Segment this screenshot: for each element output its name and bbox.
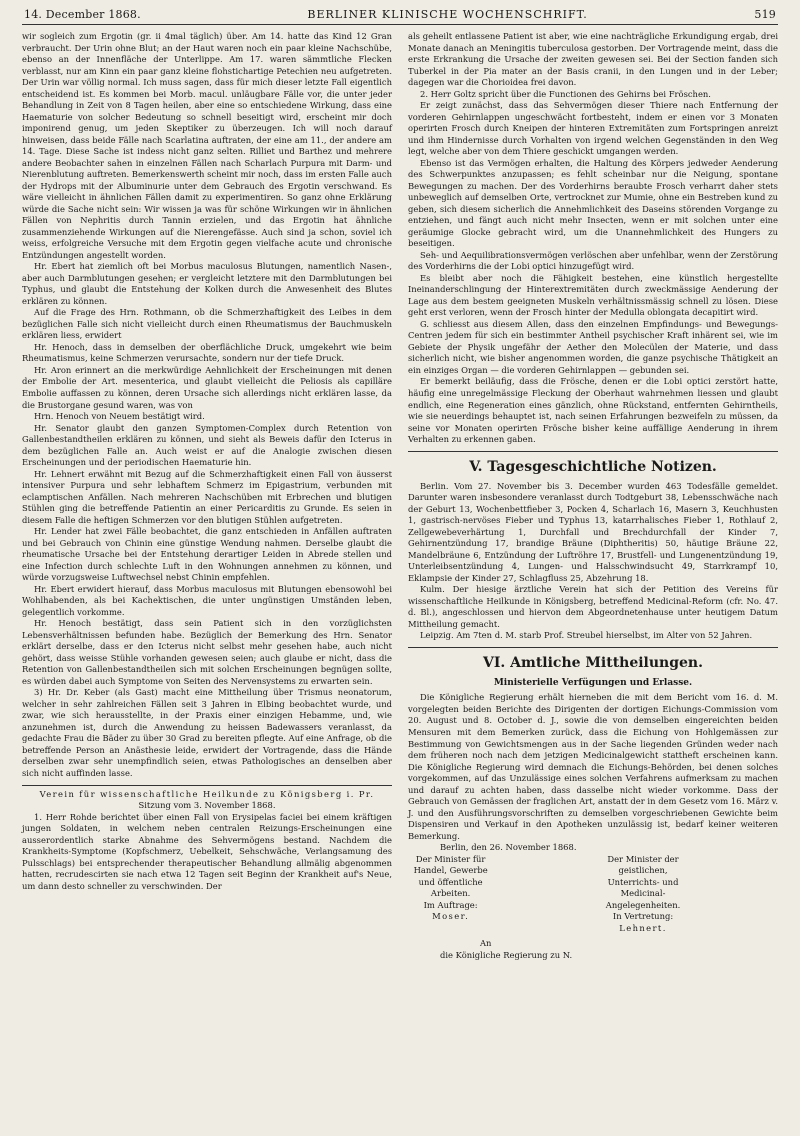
paragraph: als geheilt entlassene Patient ist aber, wie eine nachträgliche Erkundigung ergab, drei Monate danach an Meningitis tuberculosa gestorben. Der Vortragende meint, dass die erste Erkrankung die Ursache der zweiten gewesen sei. Bei der Section fanden sich Tuberkel in der Pia mater an der Basis cranii, in den Lungen und in der Leber; dagegen war die Chorioidea frei davon. <box>408 31 778 88</box>
page-number: 519 <box>754 8 776 21</box>
issue-date: 14. December 1868. <box>24 8 141 21</box>
paragraph: Hr. Lehnert erwähnt mit Bezug auf die Schmerzhaftigkeit einen Fall von äusserst intensiver Purpura und sehr lebhaftem Schmerz im Epigastrium, verbunden mit eclamptischen Anfällen. Nach mehreren Nachschüben mit Erbrechen und blutigen Stühlen ging die betreffende Patientin an einer Pericarditis zu Grunde. Es seien in diesem Falle die heftigen Schmerzen vor den blutigen Stühlen aufgetreten. <box>22 468 392 525</box>
signature-left: Der Minister für Handel, Gewerbe und öffentliche Arbeiten. Im Auftrage: Moser. <box>413 853 488 922</box>
paragraph: Es bleibt aber noch die Fähigkeit bestehen, eine künstlich hergestellte Ineinanderschlingung der Hinterextremitäten durch zweckmässige Aenderung der Lage aus dem bestem geeigneten Muskeln verhältnissmässig schnell zu lösen. Diese geht erst verloren, wenn der Frosch hinter der Medulla oblongata decapitirt wird. <box>408 272 778 318</box>
paragraph: Hr. Aron erinnert an die merkwürdige Aehnlichkeit der Erscheinungen mit denen der Embolie der Art. mesenterica, und glaubt vielleicht die Peliosis als capilläre Embolie auffassen zu können, deren Ursache sich allerdings nicht erklären lasse, da die Brustorgane gesund waren, was von <box>22 364 392 410</box>
paragraph: 3) Hr. Dr. Keber (als Gast) macht eine Mittheilung über Trismus neonatorum, welcher in sehr zahlreichen Fällen seit 3 Jahren in Elbing beobachtet wurde, und zwar, wie sich herausstellte, in der Praxis einer einzigen Hebamme, und, wie anzunehmen ist, durch die Anwendung zu heissen Badewassers veranlasst, da gedachte Frau die Bäder zu über 30 Grad zu bereiten pflegte. Auf eine Anfrage, ob die betreffende Person an Anästhesie leide, erwidert der Vortragende, dass die Hände derselben zwar sehr unempfindlich seien, etwas Pathologisches an denselben aber sich nicht auffinden lasse. <box>22 687 392 778</box>
paragraph: Ebenso ist das Vermögen erhalten, die Haltung des Körpers jedweder Aenderung des Schwerpunktes anzupassen; es fehlt scheinbar nur die Neigung, spontane Bewegungen zu machen. Der des Vorderhirns beraubte Frosch verharrt daher stets unbeweglich auf demselben Orte, vertrocknet zur Mumie, ohne ein Bestreben kund zu geben, sich diesem sicherlich die Annehmlichkeit des Daseins störenden Vorgange zu entziehen, und fängt auch nicht mehr Insecten, wenn er mit solchen unter eine geräumige Glocke gebracht wird, um die Unannehmlichkeit des Hungers zu beseitigen. <box>408 157 778 249</box>
paragraph: G. schliesst aus diesem Allen, dass den einzelnen Empfindungs- und Bewegungs-Centren jedem für sich ein bestimmter Antheil psychischer Kraft inhärent sei, wie im Gebiete der Physik ungefähr der Aether den Molecülen der Materie, und dass sicherlich nicht, wie bisher angenommen worden, die ganze psychische Thätigkeit an ein einziges Organ — die vorderen Gehirnlappen — gebunden sei. <box>408 318 778 375</box>
paragraph: Hrn. Henoch von Neuem bestätigt wird. <box>34 411 205 422</box>
paragraph: Er bemerkt beiläufig, dass die Frösche, denen er die Lobi optici zerstört hatte, häufig eine unregelmässige Fleckung der Oberhaut wahrnehmen liessen und glaubt endlich, eine Regeneration eines gänzlich, ohne Rückstand, entfernten Gehirntheils, wie sie neuerdings behauptet ist, nach seinen Erfahrungen bezweifeln zu müssen, da seine vor Monaten operirten Frösche bisher keine auffällige Aenderung in ihrem Verhalten zu erkennen gaben. <box>408 376 778 445</box>
section-vi-heading: VI. Amtliche Mittheilungen. <box>482 654 703 671</box>
date-line: Berlin, den 26. November 1868. <box>440 842 577 853</box>
paragraph: wir sogleich zum Ergotin (gr. ii 4mal täglich) über. Am 14. hatte das Kind 12 Gran verbraucht. Der Urin ohne Blut; an der Haut waren noch ein paar kleine Nachschübe, ebenso an der Innenfläche der Unterlippe. Am 17. waren sämmtliche Flecken verblasst, nur am Kinn ein paar ganz kleine flohstichartige Petechien neu aufgetreten. Der Urin war völlig normal. Ich muss sagen, dass für mich dieser letzte Fall eigentlich entscheidend ist. Es kommen bei Morb. macul. unläugbare Fälle vor, die unter jeder Behandlung in Zeit von 8 Tagen heilen, aber eine so entschiedene Wirkung, dass eine Haematurie von solcher Bedeutung so schnell beseitigt wird, erscheint mir doch imponirend genug, um jeden Skeptiker zu überzeugen. Ich will noch darauf hinweisen, dass beide Fälle nach Scarlatina auftraten, der eine am 11., der andere am 14. Tage. Diese Sache ist indess nicht ganz selten. Rilliet und Barthez und mehrere andere Beobachter sahen in einzelnen Fällen nach Scharlach Purpura mit Darm- und Nierenblutung auftreten. Bemerkenswerth scheint mir noch, dass im ersten Falle auch der Hydrops mit der Albuminurie unter dem Gebrauch des Ergotin verschwand. Es wäre vielleicht in ähnlichen Fällen damit zu experimentiren. So ganz ohne Erklärung würde die Sache nicht sein: Wir wissen ja was für schöne Wirkungen wir in ähnlichen Fällen von Nephritis durch Tannin erzielen, und das Ergotin hat ähnliche zusammenziehende Wirkungen auf die Nierengefässe. Auch sind ja schon, soviel ich weiss, erfolgreiche Versuche mit dem Ergotin gegen vielfache acute und chronische Entzündungen angestellt worden. <box>22 31 392 260</box>
paragraph: Leipzig. Am 7ten d. M. starb Prof. Streubel hierselbst, im Alter von 52 Jahren. <box>420 630 753 641</box>
paragraph: Hr. Henoch bestätigt, dass sein Patient sich in den vorzüglichsten Lebensverhältnissen befunden habe. Bezüglich der Bemerkung des Hrn. Senator erklärt derselbe, dass er den Icterus nicht selbst mehr gesehen habe, auch nicht gehört, dass weisse Stühle vorhanden gewesen seien; auch glaube er nicht, dass die Retention von Gallenbestandtheilen sich mit solchen Erscheinungen begnügen sollte, es würden dabei auch Symptome von Seiten des Nervensystems zu erwarten sein. <box>22 618 392 686</box>
paragraph: Kulm. Der hiesige ärztliche Verein hat sich der Petition des Vereins für wissenschaftliche Heilkunde in Königsberg, betreffend Medicinal-Reform (cfr. No. 47. d. Bl.), angeschlossen und hiervon dem Abgeordnetenhause unter heutigem Datum Mittheilung gemacht. <box>408 584 778 629</box>
journal-title: BERLINER KLINISCHE WOCHENSCHRIFT. <box>307 8 588 21</box>
signatures <box>408 854 778 935</box>
section-divider <box>408 647 778 648</box>
paragraph: Seh- und Aequilibrationsvermögen verlöschen aber unfehlbar, wenn der Zerstörung des Vorderhirns die der Lobi optici hinzugefügt wird. <box>408 249 778 272</box>
addressee-name: die Königliche Regierung zu N. <box>440 949 573 960</box>
addressee-line: An <box>480 938 492 949</box>
verein-heading: Verein für wissenschaftliche Heilkunde zu Königsberg i. Pr. <box>39 788 375 799</box>
paragraph: Hr. Ebert erwidert hierauf, dass Morbus maculosus mit Blutungen ebensowohl bei Wohlhabenden, als bei Kachektischen, die unter ungünstigen Umständen leben, gelegentlich vorkomme. <box>22 583 392 617</box>
text-columns <box>22 31 778 961</box>
section-v-heading: V. Tagesgeschichtliche Notizen. <box>469 458 717 475</box>
section-vi-subheading: Ministerielle Verfügungen und Erlasse. <box>493 678 693 689</box>
paragraph: Er zeigt zunächst, dass das Sehvermögen dieser Thiere nach Entfernung der vorderen Gehirnlappen ungeschwächt fortbesteht, indem er einen vor 3 Monaten operirten Frosch durch Kneipen der hinteren Extremitäten zum Fortspringen anreizt und ihm Hindernisse durch Vorhalten von irgend welchen Gegenständen in den Weg legt, welche aber von dem Thiere geschickt umgangen werden. <box>408 100 778 157</box>
paragraph: Hr. Henoch, dass in demselben der oberflächliche Druck, umgekehrt wie beim Rheumatismus, keine Schmerzen verursachte, sondern nur der tiefe Druck. <box>22 341 392 364</box>
section-divider <box>408 451 778 452</box>
page-header <box>22 8 778 25</box>
paragraph: 2. Herr Goltz spricht über die Functionen des Gehirns bei Fröschen. <box>420 88 711 99</box>
paragraph: Hr. Senator glaubt den ganzen Symptomen-Complex durch Retention von Gallenbestandtheilen erklären zu können, und sieht als Beweis dafür den Icterus in dem bezüglichen Falle an. Auch weist er auf die Analogie zwischen diesen Erscheinungen und der periodischen Haematurie hin. <box>22 422 392 468</box>
left-column <box>22 31 392 961</box>
paragraph: Auf die Frage des Hrn. Rothmann, ob die Schmerzhaftigkeit des Leibes in dem bezüglichen Falle sich nicht vielleicht durch einen Rheumatismus der Bauchmuskeln erklären liess, erwidert <box>22 307 392 341</box>
sitzung-line: Sitzung vom 3. November 1868. <box>138 800 276 811</box>
right-column <box>408 31 778 961</box>
paragraph: Hr. Ebert hat ziemlich oft bei Morbus maculosus Blutungen, namentlich Nasen-, aber auch Darmblutungen gesehen; er vergleicht letztere mit den Darmblutungen bei Typhus, und glaubt die Entstehung der Kolken durch die Anwesenheit des Blutes erklären zu können. <box>22 261 392 306</box>
paragraph: Berlin. Vom 27. November bis 3. December wurden 463 Todesfälle gemeldet. Darunter waren insbesondere veranlasst durch Todtgeburt 38, Lebensschwäche nach der Geburt 13, Wochenbettfieber 3, Pocken 4, Scharlach 16, Masern 3, Keuchhusten 1, gastrisch-nervöses Fieber und Typhus 13, katarrhalisches Fieber 1, Rothlauf 2, Zellgewebeverhärtung 1, Durchfall und Brechdurchfall der Kinder 7, Gehirnentzündung 17, brandige Bräune (Diphtheritis) 50, häutige Bräune 22, Mandelbräune 6, Entzündung der Luftröhre 17, Brustfell- und Lungenentzündung 19, Unterleibsentzündung 4, Lungen- und Halsschwindsucht 49, Starrkrampf 10, Eklampsie der Kinder 27, Schlagfluss 25, Abzehrung 18. <box>408 480 778 583</box>
section-divider <box>22 785 392 786</box>
paragraph: 1. Herr Rohde berichtet über einen Fall von Erysipelas faciei bei einem kräftigen jungen Soldaten, in welchem neben centralen Reizungs-Erscheinungen eine ausserordentlich starke Abnahme des Sehvermögens bestand. Nachdem die Krankheits-Symptome (Kopfschmerz, Uebelkeit, Sehschwäche, Verlangsamung des Pulsschlags) bei entsprechender therapeutischer Behandlung allmälig abgenommen hatten, recrudescirten sie nach etwa 12 Tagen seit Beginn der Krankheit auf's Neue, um dann desto schneller zu verschwinden. Der <box>22 811 392 891</box>
signature-right: Der Minister der geistlichen, Unterrichts- und Medicinal-Angelegenheiten. In Vertretung: Lehnert. <box>605 853 681 933</box>
paragraph: Hr. Lender hat zwei Fälle beobachtet, die ganz entschieden in Anfällen auftraten und bei Gebrauch von Chinin eine günstige Wendung nahmen. Derselbe glaubt die rheumatische Ursache bei der Entstehung derartiger Leiden in Abrede stellen und eine Infection durch schlechte Luft in den Wohnungen annehmen zu können, und würde vorzugsweise Luftwechsel nebst Chinin empfehlen. <box>22 526 392 583</box>
paragraph: Die Königliche Regierung erhält hierneben die mit dem Bericht vom 16. d. M. vorgelegten beiden Berichte des Dirigenten der dortigen Eichungs-Commission vom 20. August und 8. October d. J., sowie die von demselben eingereichten beiden Mensuren mit dem Bemerken zurück, dass die Eichung von Hohlgemässen zur Bestimmung von Gewichtsmengen aus in der Sache liegenden Gründen weder nach dem früheren noch nach dem jetzigen Medicinalgewicht stattheft erscheinen kann. Die Königliche Regierung wird demnach die Eichungs-Behörden, bei denen solches vorgekommen, auf das Unzulässige eines solchen Verfahrens aufmerksam zu machen und darauf zu achten haben, dass dasselbe nicht wieder vorkomme. Dass der Gebrauch von Gemässen der fraglichen Art, anstatt der in dem Gesetz vom 16. März v. J. und den Ausführungsvorschriften zu demselben vorgeschriebenen Gewichte beim Dispensiren und Verkauf in den Apotheken unzulässig ist, bedarf keiner weiteren Bemerkung. <box>408 692 778 841</box>
